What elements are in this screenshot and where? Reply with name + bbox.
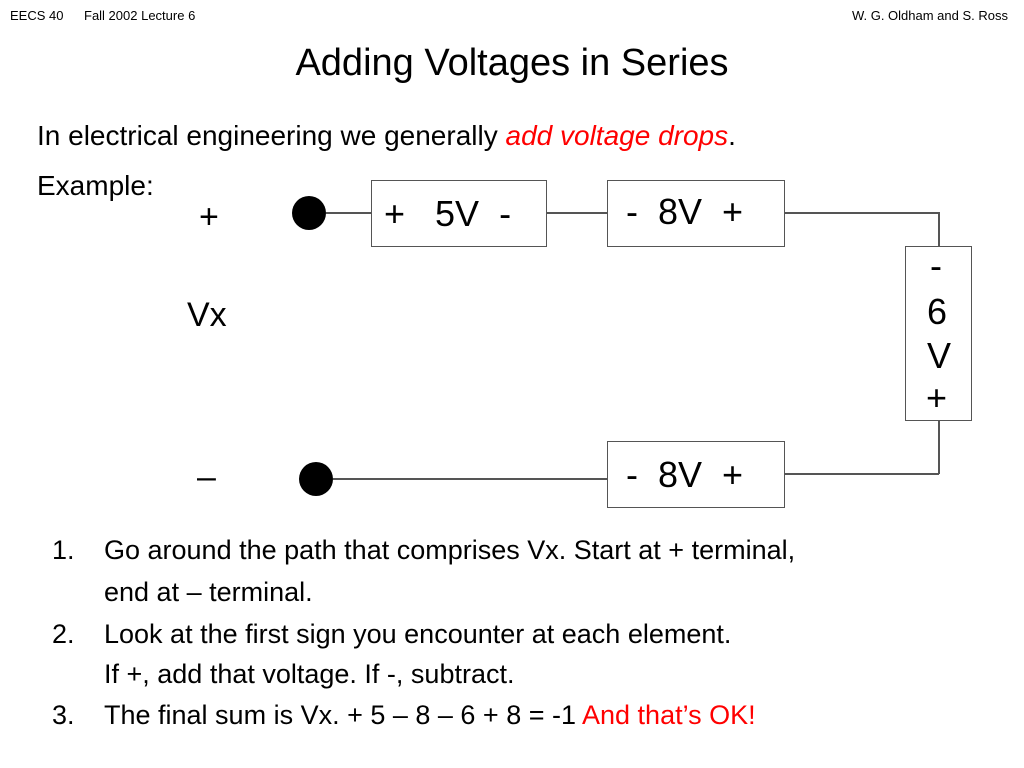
intro-suffix: . [728, 120, 736, 151]
step-3 [52, 700, 756, 731]
voltage-box-5v [371, 180, 547, 247]
box-6v-line2: 6 [927, 291, 948, 332]
step-3-number: 3. [52, 700, 75, 730]
wire-top-3 [784, 212, 939, 214]
wire-bottom-left [333, 478, 609, 480]
step-1-number: 1. [52, 535, 75, 565]
voltage-box-8v-bottom [607, 441, 785, 508]
authors: W. G. Oldham and S. Ross [851, 8, 1008, 23]
step-2-number: 2. [52, 619, 75, 649]
box-6v-line4: + [926, 377, 948, 418]
step-3-emphasis: And that’s OK! [582, 700, 756, 730]
step-1-line1: Go around the path that comprises Vx. Start at + terminal, [104, 535, 796, 565]
step-1 [52, 535, 795, 566]
wire-bottom-right [784, 473, 939, 475]
step-2 [52, 619, 731, 650]
box-5v-label: + 5V - [384, 193, 512, 234]
wire-top-2 [546, 212, 608, 214]
wire-right-bottom [938, 420, 940, 474]
voltage-box-6v [905, 246, 972, 421]
minus-terminal-sign: – [197, 458, 216, 496]
bottom-terminal-dot [299, 462, 333, 496]
slide-title: Adding Voltages in Series [295, 42, 729, 84]
wire-right-top [938, 212, 940, 247]
wire-top-1 [326, 212, 372, 214]
intro-prefix: In electrical engineering we generally [37, 120, 506, 151]
step-3-line1: The final sum is Vx. + 5 – 8 – 6 + 8 = -1 [104, 700, 583, 730]
lecture-info: Fall 2002 Lecture 6 [84, 8, 196, 23]
plus-terminal-sign: + [199, 198, 219, 236]
vx-label: Vx [187, 296, 227, 334]
step-2-continuation: If +, add that voltage. If -, subtract. [104, 659, 515, 689]
course-code: EECS 40 [10, 8, 64, 23]
top-terminal-dot [292, 196, 326, 230]
step-1-continuation: end at – terminal. [104, 577, 313, 607]
step-2-line1: Look at the first sign you encounter at each element. [104, 619, 732, 649]
voltage-box-8v-top [607, 180, 785, 247]
box-8v-top-label: - 8V + [626, 191, 744, 232]
intro-text [37, 120, 736, 152]
intro-emphasis: add voltage drops [505, 120, 729, 151]
example-label: Example: [37, 170, 154, 201]
box-6v-line1: - [930, 245, 942, 286]
box-6v-line3: V [927, 335, 952, 376]
box-8v-bottom-label: - 8V + [626, 454, 744, 495]
